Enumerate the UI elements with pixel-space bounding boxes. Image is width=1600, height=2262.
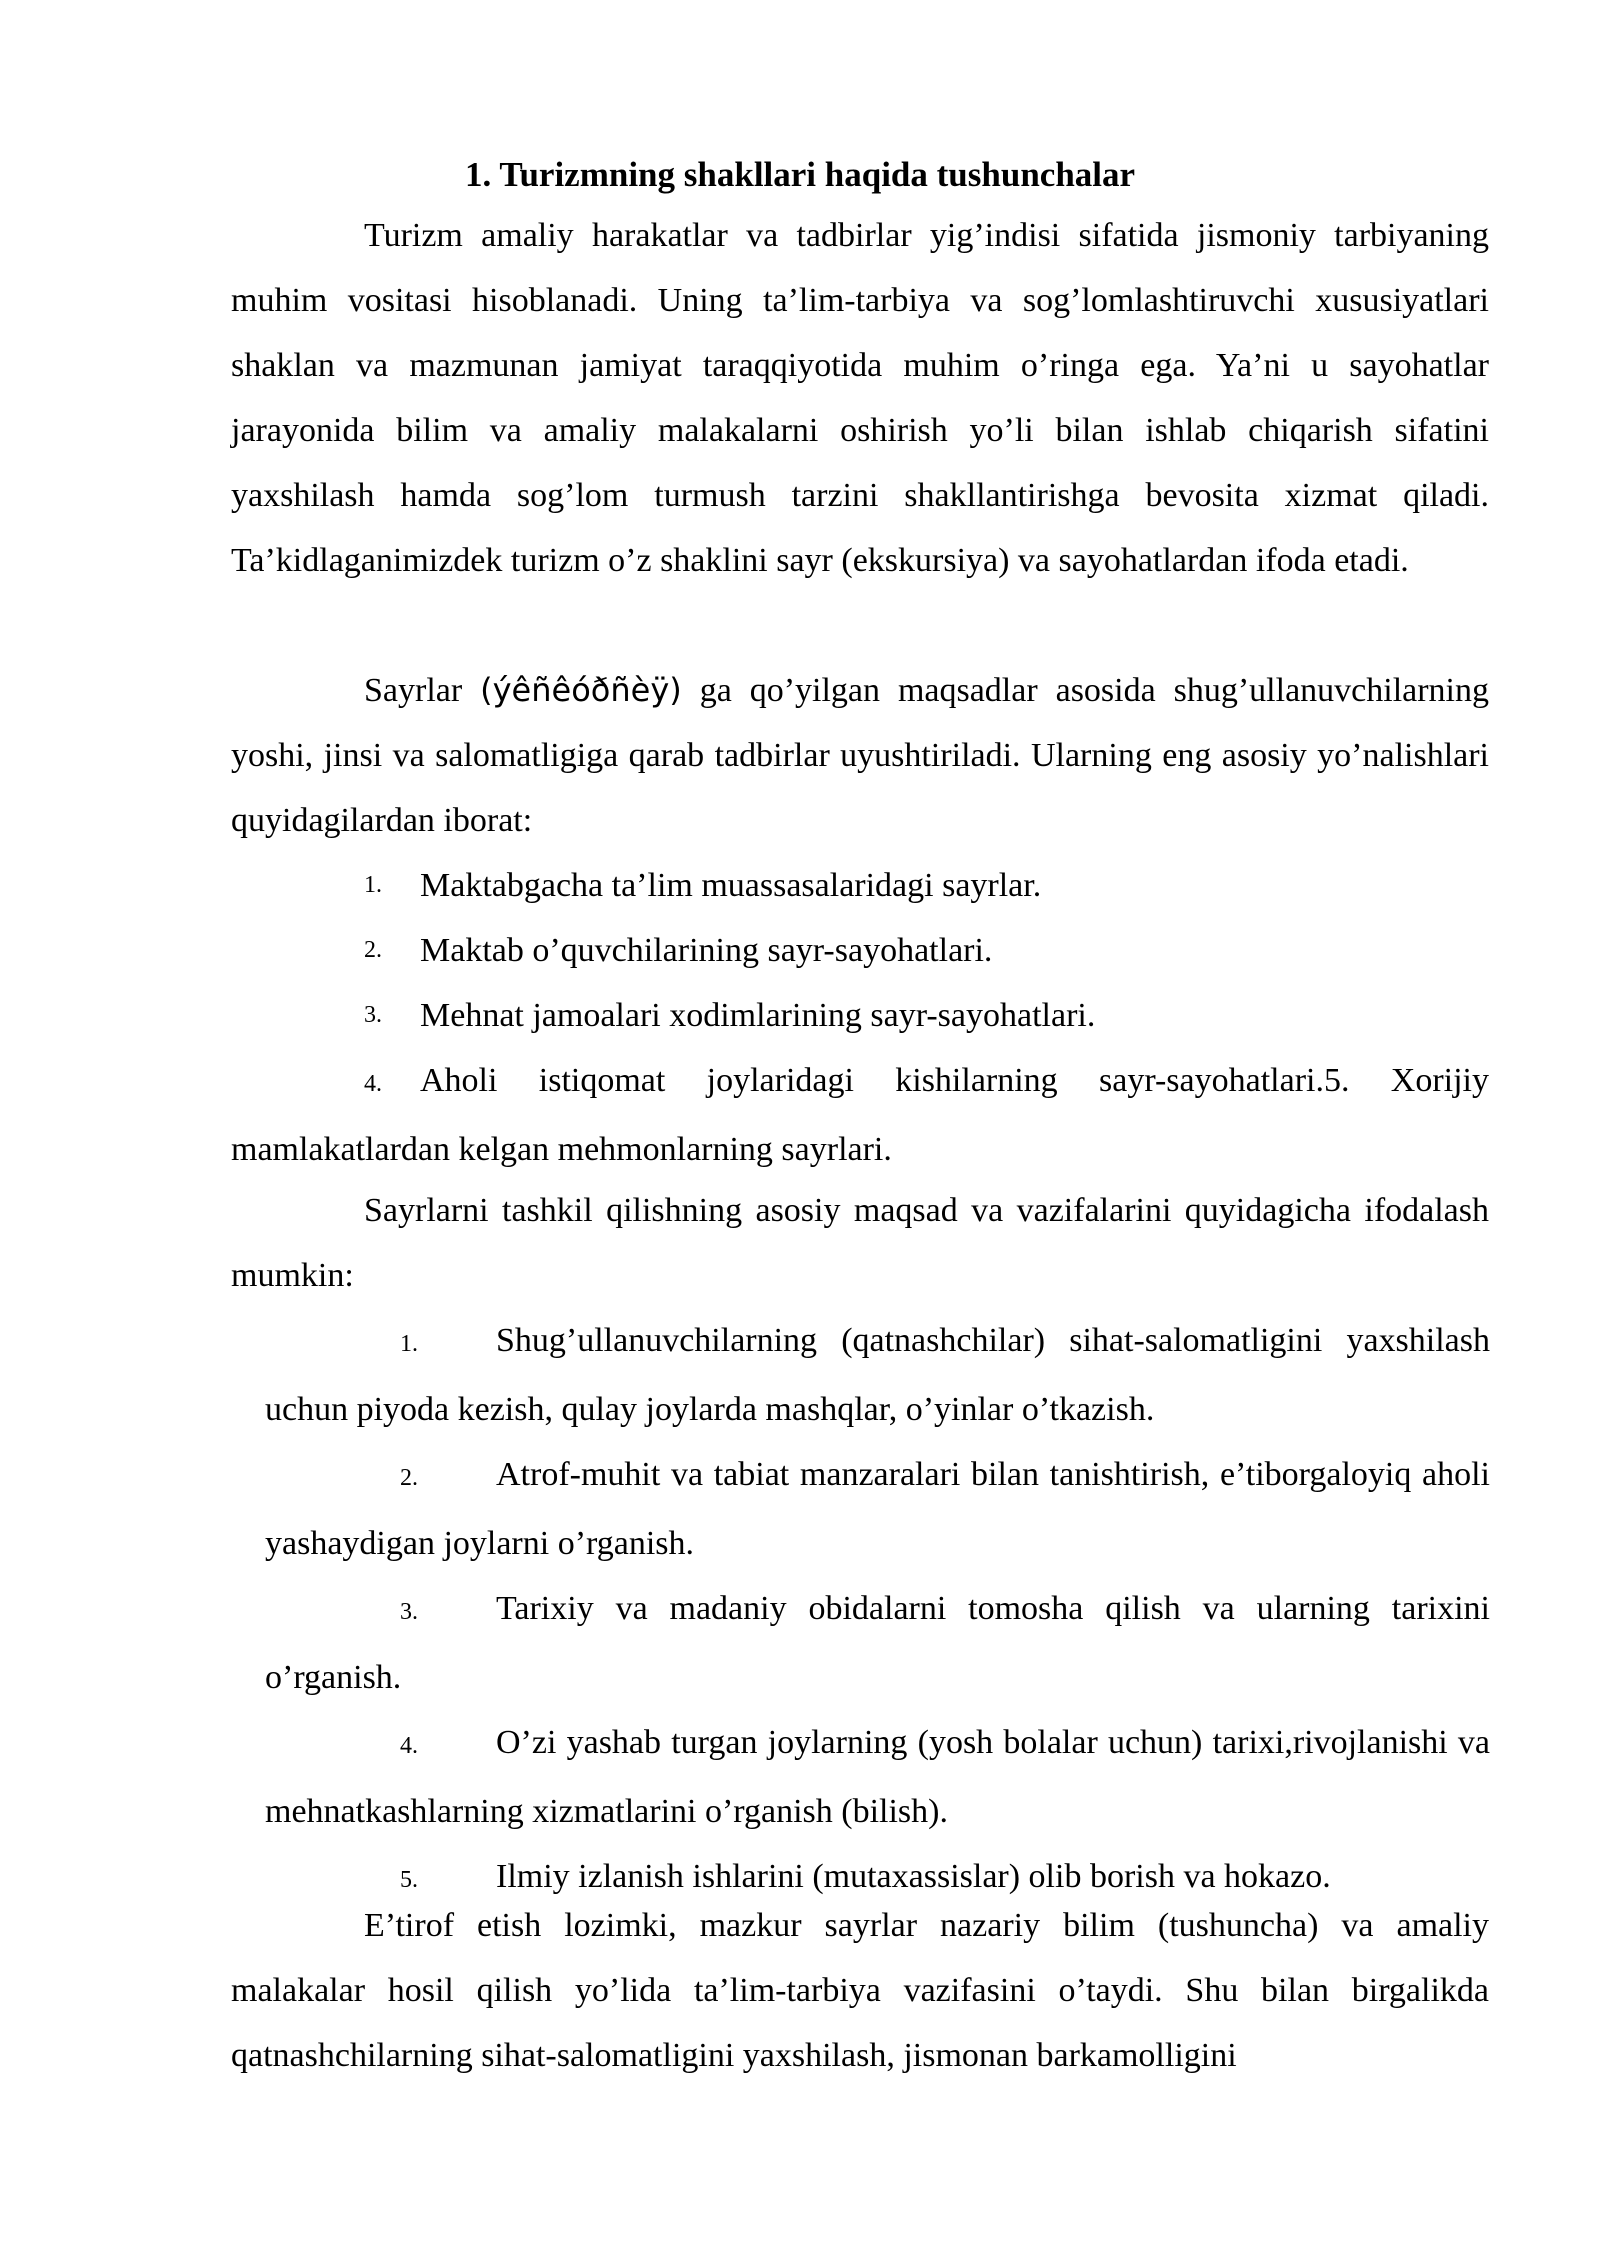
list-item xyxy=(265,1710,1490,1844)
list-item-number: 1. xyxy=(400,1331,418,1357)
list-item xyxy=(231,918,1489,983)
list-item xyxy=(265,1442,1490,1576)
list-item xyxy=(231,853,1489,918)
list-item-text: Ilmiy izlanish ishlarini (mutaxassislar) olib borish va hokazo. xyxy=(496,1858,1331,1895)
list-item-number: 4. xyxy=(400,1733,418,1759)
page-title: 1. Turizmning shakllari haqida tushunchalar xyxy=(464,155,1136,194)
paragraph-goals-intro: Sayrlarni tashkil qilishning asosiy maqsad va vazifalarini quyidagicha ifodalash mumkin: xyxy=(231,1192,1489,1294)
paragraph-sayrlar-start: Sayrlar xyxy=(364,672,463,709)
list-item-number: 5. xyxy=(400,1867,418,1893)
list-item xyxy=(231,983,1489,1048)
paragraph-conclusion: E’tirof etish lozimki, mazkur sayrlar nazariy bilim (tushuncha) va amaliy malakalar hosil qilish yo’lida ta’lim-tarbiya vazifasini o’taydi. Shu bilan birgalikda qatnashchilarning sihat-salomatligini yaxshilash, jismonan barkamolligini xyxy=(231,1907,1489,2074)
list-item-number: 1. xyxy=(364,872,382,898)
list-item-text: Mehnat jamoalari xodimlarining sayr-sayohatlari. xyxy=(420,997,1096,1034)
paragraph-sayrlar-rest: ga qo’yilgan maqsadlar asosida shug’ullanuvchilarning yoshi, jinsi va salomatligiga qarab tadbirlar uyushtiriladi. Ularning eng asosiy yo’nalishlari quyidagilardan iborat: xyxy=(231,672,1490,839)
list-item xyxy=(231,1048,1489,1182)
list-item-text: Tarixiy va madaniy obidalarni tomosha qilish va ularning tarixini o’rganish. xyxy=(265,1590,1490,1696)
list-item-number: 2. xyxy=(400,1465,418,1491)
garbled-term: (ýêñêóðñèÿ) xyxy=(480,671,682,709)
list-item-text: Aholi istiqomat joylaridagi kishilarning sayr-sayohatlari.5. Xorijiy mamlakatlardan kelgan mehmonlarning sayrlari. xyxy=(231,1062,1489,1168)
goals-list xyxy=(265,1308,1490,1913)
directions-list xyxy=(231,853,1489,1182)
list-item xyxy=(265,1576,1490,1710)
list-item-text: Maktab o’quvchilarining sayr-sayohatlari. xyxy=(420,932,993,969)
list-item-number: 3. xyxy=(400,1599,418,1625)
paragraph-sayrlar xyxy=(231,658,1489,853)
paragraph-intro: Turizm amaliy harakatlar va tadbirlar yig’indisi sifatida jismoniy tarbiyaning muhim vositasi hisoblanadi. Uning ta’lim-tarbiya va sog’lomlashtiruvchi xususiyatlari shaklan va mazmunan jamiyat taraqqiyotida muhim o’ringa ega. Ya’ni u sayohatlar jarayonida bilim va amaliy malakalarni oshirish yo’li bilan ishlab chiqarish sifatini yaxshilash hamda sog’lom turmush tarzini shakllantirishga bevosita xizmat qiladi. Ta’kidlaganimizdek turizm o’z shaklini sayr (ekskursiya) va sayohatlardan ifoda etadi. xyxy=(231,217,1489,579)
list-item-number: 2. xyxy=(364,937,382,963)
list-item-text: Shug’ullanuvchilarning (qatnashchilar) sihat-salomatligini yaxshilash uchun piyoda kezish, qulay joylarda mashqlar, o’yinlar o’tkazish. xyxy=(265,1322,1490,1428)
list-item xyxy=(265,1308,1490,1442)
list-item-number: 4. xyxy=(364,1071,382,1097)
list-item-text: O’zi yashab turgan joylarning (yosh bolalar uchun) tarixi,rivojlanishi va mehnatkashlarning xizmatlarini o’rganish (bilish). xyxy=(265,1724,1490,1830)
list-item-number: 3. xyxy=(364,1002,382,1028)
list-item-text: Maktabgacha ta’lim muassasalaridagi sayrlar. xyxy=(420,867,1042,904)
list-item-text: Atrof-muhit va tabiat manzaralari bilan tanishtirish, e’tiborgaloyiq aholi yashaydigan joylarni o’rganish. xyxy=(265,1456,1490,1562)
